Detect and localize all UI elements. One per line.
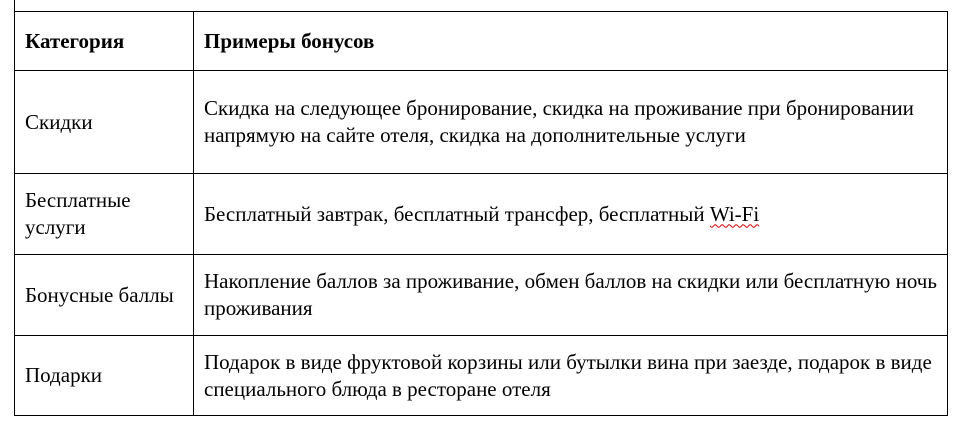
table-row [15,174,948,255]
examples-text: Бесплатный завтрак, бесплатный трансфер, бесплатный [204,201,710,226]
table-row [15,255,948,336]
spellcheck-flagged-word[interactable]: Wi-Fi [709,201,760,226]
examples-cell[interactable]: Скидка на следующее бронирование, скидка на проживание при бронировании напрямую на сайте отеля, скидка на дополнительные услуги [194,71,948,174]
header-examples[interactable]: Примеры бонусов [194,12,948,71]
table-row [15,71,948,174]
category-cell[interactable]: Скидки [15,71,194,174]
bonus-table [14,11,948,416]
header-category[interactable]: Категория [15,12,194,71]
category-cell[interactable]: Подарки [15,336,194,416]
examples-cell[interactable]: Подарок в виде фруктовой корзины или бутылки вина при заезде, подарок в виде специального блюда в ресторане отеля [194,336,948,416]
category-cell[interactable]: Бесплатные услуги [15,174,194,255]
category-cell[interactable]: Бонусные баллы [15,255,194,336]
table-header-row [15,12,948,71]
cell-edge-line [14,0,15,11]
table-row [15,336,948,416]
examples-cell[interactable] [194,174,948,255]
examples-cell[interactable]: Накопление баллов за проживание, обмен баллов на скидки или бесплатную ночь проживания [194,255,948,336]
